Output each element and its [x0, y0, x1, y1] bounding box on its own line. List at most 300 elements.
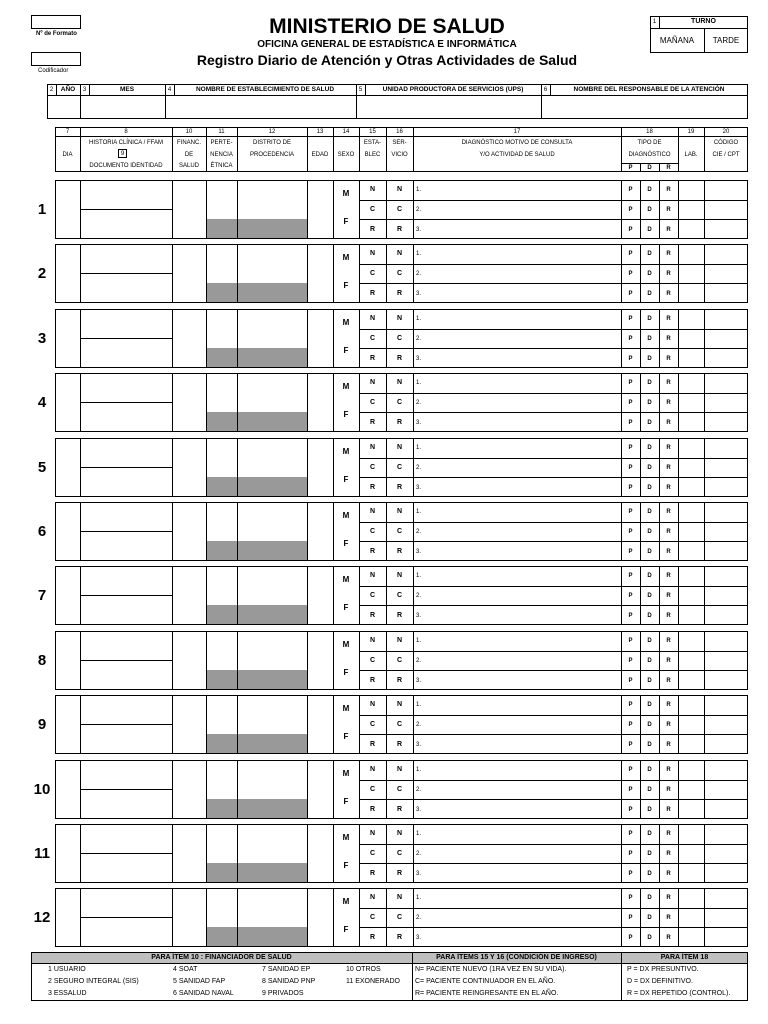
- servicio-cond[interactable]: C: [396, 399, 403, 406]
- column-divider: [704, 180, 705, 239]
- tipo-dx[interactable]: P: [628, 380, 633, 386]
- tipo-dx[interactable]: P: [628, 787, 633, 793]
- row-divider: [359, 715, 748, 716]
- col-18-p: P: [628, 165, 633, 171]
- tipo-dx[interactable]: P: [628, 356, 633, 362]
- col-19-label: LAB.: [684, 152, 698, 158]
- tipo-dx[interactable]: P: [628, 529, 633, 535]
- tipo-dx[interactable]: D: [647, 658, 652, 664]
- estab-cond[interactable]: R: [369, 226, 376, 233]
- sex-f[interactable]: F: [343, 732, 349, 741]
- tipo-dx[interactable]: P: [628, 613, 633, 619]
- tipo-dx[interactable]: D: [647, 420, 652, 426]
- column-divider: [172, 438, 173, 497]
- diagnostico-line[interactable]: 3.: [416, 549, 422, 555]
- tipo-dx[interactable]: R: [666, 336, 671, 342]
- estab-cond[interactable]: C: [369, 270, 376, 277]
- tipo-dx[interactable]: P: [628, 678, 633, 684]
- tipo-dx[interactable]: D: [647, 935, 652, 941]
- tipo-dx[interactable]: P: [628, 722, 633, 728]
- column-divider: [704, 309, 705, 368]
- tipo-dx[interactable]: R: [666, 638, 671, 644]
- servicio-cond[interactable]: R: [396, 870, 403, 877]
- diagnostico-line[interactable]: 2.: [416, 915, 422, 921]
- tipo-dx[interactable]: R: [666, 485, 671, 491]
- tipo-dx[interactable]: D: [647, 702, 652, 708]
- diagnostico-line[interactable]: 3.: [416, 935, 422, 941]
- sex-m[interactable]: M: [342, 769, 350, 778]
- column-divider: [172, 631, 173, 690]
- diagnostico-line[interactable]: 2.: [416, 722, 422, 728]
- tipo-dx[interactable]: D: [647, 787, 652, 793]
- column-divider: [704, 631, 705, 690]
- sex-f[interactable]: F: [343, 539, 349, 548]
- nro-formato-box[interactable]: [31, 15, 81, 29]
- tipo-dx[interactable]: D: [647, 831, 652, 837]
- tipo-dx[interactable]: P: [628, 400, 633, 406]
- servicio-cond[interactable]: R: [396, 612, 403, 619]
- col-11-l3: ÉTNICA: [210, 163, 233, 169]
- diagnostico-line[interactable]: 1.: [416, 251, 422, 257]
- diagnostico-line[interactable]: 1.: [416, 509, 422, 515]
- sex-m[interactable]: M: [342, 253, 350, 262]
- sex-f[interactable]: F: [343, 603, 349, 612]
- tipo-dx[interactable]: D: [647, 271, 652, 277]
- estab-cond[interactable]: N: [369, 766, 376, 773]
- servicio-cond[interactable]: R: [396, 806, 403, 813]
- row-divider: [359, 348, 748, 349]
- tipo-dx[interactable]: D: [647, 915, 652, 921]
- servicio-cond[interactable]: N: [396, 572, 403, 579]
- sex-m[interactable]: M: [342, 447, 350, 456]
- column-divider: [307, 438, 308, 497]
- tipo-dx[interactable]: D: [647, 316, 652, 322]
- column-divider: [333, 502, 334, 561]
- diagnostico-line[interactable]: 1.: [416, 702, 422, 708]
- tipo-dx[interactable]: R: [666, 915, 671, 921]
- tipo-dx[interactable]: D: [647, 895, 652, 901]
- servicio-cond[interactable]: R: [396, 290, 403, 297]
- tipo-dx[interactable]: P: [628, 767, 633, 773]
- estab-cond[interactable]: N: [369, 444, 376, 451]
- tipo-dx[interactable]: D: [647, 356, 652, 362]
- estab-cond[interactable]: N: [369, 637, 376, 644]
- tipo-dx[interactable]: R: [666, 227, 671, 233]
- sex-f[interactable]: F: [343, 861, 349, 870]
- tipo-dx[interactable]: P: [628, 702, 633, 708]
- servicio-cond[interactable]: R: [396, 355, 403, 362]
- estab-cond[interactable]: N: [369, 701, 376, 708]
- tipo-dx[interactable]: D: [647, 573, 652, 579]
- tipo-dx[interactable]: R: [666, 935, 671, 941]
- servicio-cond[interactable]: N: [396, 637, 403, 644]
- diagnostico-line[interactable]: 1.: [416, 831, 422, 837]
- diagnostico-line[interactable]: 3.: [416, 485, 422, 491]
- col-20-num: 20: [722, 129, 730, 135]
- tipo-dx[interactable]: P: [628, 895, 633, 901]
- diagnostico-line[interactable]: 2.: [416, 593, 422, 599]
- tipo-dx[interactable]: P: [628, 336, 633, 342]
- col-15-num: 15: [369, 129, 376, 135]
- col-15-l2: BLEC: [364, 152, 381, 158]
- info-ano-label: AÑO: [60, 86, 76, 93]
- estab-cond[interactable]: N: [369, 379, 376, 386]
- tipo-dx[interactable]: D: [647, 251, 652, 257]
- row-divider: [359, 927, 748, 928]
- estab-cond[interactable]: R: [369, 548, 376, 555]
- row-number: 4: [37, 393, 47, 411]
- shaded-cell: [207, 477, 237, 496]
- tipo-dx[interactable]: R: [666, 380, 671, 386]
- col-9-box-num: 9: [120, 151, 125, 157]
- servicio-cond[interactable]: R: [396, 419, 403, 426]
- servicio-cond[interactable]: N: [396, 766, 403, 773]
- tipo-dx[interactable]: D: [647, 529, 652, 535]
- sex-f[interactable]: F: [343, 217, 349, 226]
- sex-m[interactable]: M: [342, 318, 350, 327]
- tipo-dx[interactable]: R: [666, 573, 671, 579]
- legend-dx-item: P = DX PRESUNTIVO.: [627, 966, 699, 973]
- sex-f[interactable]: F: [343, 346, 349, 355]
- row-divider: [359, 799, 748, 800]
- column-divider: [678, 566, 679, 625]
- estab-cond[interactable]: R: [369, 612, 376, 619]
- servicio-cond[interactable]: C: [396, 850, 403, 857]
- servicio-cond[interactable]: C: [396, 464, 403, 471]
- estab-cond[interactable]: R: [369, 741, 376, 748]
- tipo-dx[interactable]: D: [647, 871, 652, 877]
- sex-f[interactable]: F: [343, 281, 349, 290]
- tipo-dx[interactable]: R: [666, 831, 671, 837]
- servicio-cond[interactable]: N: [396, 315, 403, 322]
- form-title: Registro Diario de Atención y Otras Actividades de Salud: [196, 52, 578, 68]
- diagnostico-line[interactable]: 2.: [416, 787, 422, 793]
- tipo-dx[interactable]: R: [666, 251, 671, 257]
- diagnostico-line[interactable]: 1.: [416, 316, 422, 322]
- tipo-dx[interactable]: P: [628, 465, 633, 471]
- tipo-dx[interactable]: P: [628, 509, 633, 515]
- tipo-dx[interactable]: R: [666, 593, 671, 599]
- diagnostico-line[interactable]: 2.: [416, 465, 422, 471]
- servicio-cond[interactable]: C: [396, 206, 403, 213]
- estab-cond[interactable]: C: [369, 335, 376, 342]
- tipo-dx[interactable]: R: [666, 316, 671, 322]
- servicio-cond[interactable]: C: [396, 592, 403, 599]
- tipo-dx[interactable]: P: [628, 251, 633, 257]
- column-divider: [413, 309, 414, 368]
- tipo-dx[interactable]: P: [628, 485, 633, 491]
- tipo-dx[interactable]: R: [666, 807, 671, 813]
- diagnostico-line[interactable]: 3.: [416, 678, 422, 684]
- servicio-cond[interactable]: C: [396, 721, 403, 728]
- estab-cond[interactable]: R: [369, 934, 376, 941]
- diagnostico-line[interactable]: 2.: [416, 400, 422, 406]
- servicio-cond[interactable]: N: [396, 186, 403, 193]
- tipo-dx[interactable]: P: [628, 851, 633, 857]
- tipo-dx[interactable]: P: [628, 227, 633, 233]
- sex-m[interactable]: M: [342, 640, 350, 649]
- sex-m[interactable]: M: [342, 704, 350, 713]
- servicio-cond[interactable]: R: [396, 484, 403, 491]
- row-divider: [359, 670, 748, 671]
- estab-cond[interactable]: R: [369, 870, 376, 877]
- tipo-dx[interactable]: D: [647, 509, 652, 515]
- diagnostico-line[interactable]: 1.: [416, 638, 422, 644]
- tipo-dx[interactable]: D: [647, 722, 652, 728]
- servicio-cond[interactable]: N: [396, 444, 403, 451]
- tipo-dx[interactable]: P: [628, 935, 633, 941]
- tipo-dx[interactable]: R: [666, 291, 671, 297]
- tipo-dx[interactable]: D: [647, 227, 652, 233]
- tipo-dx[interactable]: R: [666, 678, 671, 684]
- tipo-dx[interactable]: P: [628, 742, 633, 748]
- diagnostico-line[interactable]: 3.: [416, 871, 422, 877]
- diagnostico-line[interactable]: 1.: [416, 573, 422, 579]
- tipo-dx[interactable]: P: [628, 915, 633, 921]
- tipo-dx[interactable]: R: [666, 400, 671, 406]
- tipo-dx[interactable]: D: [647, 187, 652, 193]
- estab-cond[interactable]: C: [369, 206, 376, 213]
- sex-m[interactable]: M: [342, 382, 350, 391]
- servicio-cond[interactable]: R: [396, 548, 403, 555]
- sex-m[interactable]: M: [342, 511, 350, 520]
- tipo-dx[interactable]: D: [647, 807, 652, 813]
- column-divider: [413, 438, 414, 497]
- diagnostico-line[interactable]: 2.: [416, 271, 422, 277]
- tipo-dx[interactable]: R: [666, 549, 671, 555]
- servicio-cond[interactable]: C: [396, 528, 403, 535]
- estab-cond[interactable]: N: [369, 250, 376, 257]
- tipo-dx[interactable]: R: [666, 613, 671, 619]
- tipo-dx[interactable]: D: [647, 613, 652, 619]
- diagnostico-line[interactable]: 1.: [416, 895, 422, 901]
- estab-cond[interactable]: C: [369, 528, 376, 535]
- tipo-dx[interactable]: P: [628, 271, 633, 277]
- estab-cond[interactable]: C: [369, 464, 376, 471]
- column-divider: [333, 695, 334, 754]
- column-divider: [704, 502, 705, 561]
- col-15-l1: ESTA-: [363, 140, 382, 146]
- servicio-cond[interactable]: R: [396, 934, 403, 941]
- column-divider: [333, 888, 334, 947]
- column-divider: [678, 760, 679, 819]
- column-divider: [704, 438, 705, 497]
- sex-f[interactable]: F: [343, 797, 349, 806]
- legend-cond-item: R= PACIENTE REINGRESANTE EN EL AÑO.: [415, 990, 559, 997]
- col-12-num: 12: [268, 129, 276, 135]
- tipo-dx[interactable]: D: [647, 465, 652, 471]
- servicio-cond[interactable]: R: [396, 677, 403, 684]
- sex-m[interactable]: M: [342, 897, 350, 906]
- estab-cond[interactable]: N: [369, 508, 376, 515]
- tipo-dx[interactable]: R: [666, 722, 671, 728]
- tipo-dx[interactable]: D: [647, 485, 652, 491]
- estab-cond[interactable]: R: [369, 419, 376, 426]
- servicio-cond[interactable]: N: [396, 830, 403, 837]
- tipo-dx[interactable]: R: [666, 871, 671, 877]
- col-13-num: 13: [316, 129, 324, 135]
- tipo-dx[interactable]: D: [647, 291, 652, 297]
- servicio-cond[interactable]: N: [396, 379, 403, 386]
- diagnostico-line[interactable]: 2.: [416, 851, 422, 857]
- tipo-dx[interactable]: P: [628, 445, 633, 451]
- column-divider: [307, 502, 308, 561]
- servicio-cond[interactable]: N: [396, 508, 403, 515]
- sex-m[interactable]: M: [342, 189, 350, 198]
- tipo-dx[interactable]: D: [647, 380, 652, 386]
- estab-cond[interactable]: C: [369, 786, 376, 793]
- servicio-cond[interactable]: R: [396, 741, 403, 748]
- tipo-dx[interactable]: P: [628, 871, 633, 877]
- tipo-dx[interactable]: D: [647, 336, 652, 342]
- servicio-cond[interactable]: C: [396, 786, 403, 793]
- servicio-cond[interactable]: N: [396, 894, 403, 901]
- tipo-dx[interactable]: P: [628, 187, 633, 193]
- tipo-dx[interactable]: P: [628, 207, 633, 213]
- estab-cond[interactable]: N: [369, 894, 376, 901]
- legend-fin-item: 8 SANIDAD PNP: [262, 978, 316, 985]
- col-10-l1: FINANC.: [177, 140, 201, 146]
- servicio-cond[interactable]: C: [396, 335, 403, 342]
- estab-cond[interactable]: C: [369, 657, 376, 664]
- diagnostico-line[interactable]: 2.: [416, 207, 422, 213]
- tipo-dx[interactable]: P: [628, 831, 633, 837]
- tipo-dx[interactable]: R: [666, 767, 671, 773]
- tipo-dx[interactable]: P: [628, 316, 633, 322]
- tipo-dx[interactable]: P: [628, 420, 633, 426]
- col-18-r: R: [666, 165, 671, 171]
- tipo-dx[interactable]: P: [628, 291, 633, 297]
- tipo-dx[interactable]: R: [666, 742, 671, 748]
- tipo-dx[interactable]: D: [647, 207, 652, 213]
- tipo-dx[interactable]: D: [647, 742, 652, 748]
- legend-fin-item: 3 ESSALUD: [48, 990, 87, 997]
- diagnostico-line[interactable]: 3.: [416, 807, 422, 813]
- sex-f[interactable]: F: [343, 925, 349, 934]
- tipo-dx[interactable]: P: [628, 549, 633, 555]
- diagnostico-line[interactable]: 3.: [416, 356, 422, 362]
- tipo-dx[interactable]: R: [666, 509, 671, 515]
- tipo-dx[interactable]: D: [647, 549, 652, 555]
- estab-cond[interactable]: N: [369, 830, 376, 837]
- tipo-dx[interactable]: D: [647, 767, 652, 773]
- tipo-dx[interactable]: R: [666, 271, 671, 277]
- estab-cond[interactable]: R: [369, 290, 376, 297]
- servicio-cond[interactable]: R: [396, 226, 403, 233]
- diagnostico-line[interactable]: 2.: [416, 336, 422, 342]
- tipo-dx[interactable]: P: [628, 593, 633, 599]
- tipo-dx[interactable]: D: [647, 678, 652, 684]
- estab-cond[interactable]: C: [369, 399, 376, 406]
- shaded-cell: [238, 863, 307, 882]
- servicio-cond[interactable]: C: [396, 270, 403, 277]
- tipo-dx[interactable]: D: [647, 400, 652, 406]
- shaded-cell: [238, 283, 307, 302]
- tipo-dx[interactable]: P: [628, 658, 633, 664]
- tipo-dx[interactable]: P: [628, 807, 633, 813]
- column-divider: [413, 566, 414, 625]
- legend-fin-title: PARA ÍTEM 10 : FINANCIADOR DE SALUD: [151, 954, 292, 961]
- tipo-dx[interactable]: D: [647, 445, 652, 451]
- diagnostico-line[interactable]: 2.: [416, 529, 422, 535]
- tipo-dx[interactable]: R: [666, 702, 671, 708]
- estab-cond[interactable]: C: [369, 721, 376, 728]
- tipo-dx[interactable]: R: [666, 787, 671, 793]
- codificador-box[interactable]: [31, 52, 81, 66]
- estab-cond[interactable]: N: [369, 315, 376, 322]
- tipo-dx[interactable]: R: [666, 207, 671, 213]
- diagnostico-line[interactable]: 3.: [416, 420, 422, 426]
- estab-cond[interactable]: N: [369, 186, 376, 193]
- tipo-dx[interactable]: R: [666, 529, 671, 535]
- sex-f[interactable]: F: [343, 475, 349, 484]
- estab-cond[interactable]: C: [369, 592, 376, 599]
- estab-cond[interactable]: C: [369, 850, 376, 857]
- tipo-dx[interactable]: R: [666, 420, 671, 426]
- tipo-dx[interactable]: D: [647, 593, 652, 599]
- diagnostico-line[interactable]: 3.: [416, 742, 422, 748]
- diagnostico-line[interactable]: 1.: [416, 767, 422, 773]
- row-divider: [359, 200, 748, 201]
- shaded-cell: [207, 412, 237, 431]
- sex-m[interactable]: M: [342, 833, 350, 842]
- sex-f[interactable]: F: [343, 410, 349, 419]
- col-20-l2: CIE / CPT: [712, 152, 740, 158]
- tipo-dx[interactable]: R: [666, 851, 671, 857]
- tipo-dx[interactable]: R: [666, 465, 671, 471]
- tipo-dx[interactable]: R: [666, 187, 671, 193]
- column-divider: [678, 502, 679, 561]
- tipo-dx[interactable]: R: [666, 445, 671, 451]
- column-divider: [704, 760, 705, 819]
- estab-cond[interactable]: R: [369, 355, 376, 362]
- diagnostico-line[interactable]: 1.: [416, 187, 422, 193]
- sex-m[interactable]: M: [342, 575, 350, 584]
- turno-tarde[interactable]: TARDE: [712, 36, 740, 45]
- servicio-cond[interactable]: N: [396, 701, 403, 708]
- tipo-dx[interactable]: D: [647, 851, 652, 857]
- tipo-dx[interactable]: D: [647, 638, 652, 644]
- column-divider: [333, 438, 334, 497]
- estab-cond[interactable]: C: [369, 914, 376, 921]
- tipo-dx[interactable]: R: [666, 658, 671, 664]
- servicio-cond[interactable]: C: [396, 914, 403, 921]
- tipo-dx[interactable]: R: [666, 356, 671, 362]
- sex-f[interactable]: F: [343, 668, 349, 677]
- legend-cond-title: PARA ÍTEMS 15 Y 16 (CONDICIÓN DE INGRESO): [436, 954, 597, 961]
- diagnostico-line[interactable]: 3.: [416, 227, 422, 233]
- column-divider: [333, 760, 334, 819]
- turno-manana[interactable]: MAÑANA: [659, 36, 695, 45]
- diagnostico-line[interactable]: 1.: [416, 445, 422, 451]
- legend-fin-item: 2 SEGURO INTEGRAL (SIS): [48, 978, 139, 985]
- diagnostico-line[interactable]: 1.: [416, 380, 422, 386]
- diagnostico-line[interactable]: 2.: [416, 658, 422, 664]
- legend-fin-item: 10 OTROS: [346, 966, 381, 973]
- diagnostico-line[interactable]: 3.: [416, 613, 422, 619]
- estab-cond[interactable]: N: [369, 572, 376, 579]
- estab-cond[interactable]: R: [369, 677, 376, 684]
- estab-cond[interactable]: R: [369, 484, 376, 491]
- estab-cond[interactable]: R: [369, 806, 376, 813]
- tipo-dx[interactable]: P: [628, 638, 633, 644]
- servicio-cond[interactable]: N: [396, 250, 403, 257]
- servicio-cond[interactable]: C: [396, 657, 403, 664]
- tipo-dx[interactable]: R: [666, 895, 671, 901]
- tipo-dx[interactable]: P: [628, 573, 633, 579]
- column-divider: [678, 438, 679, 497]
- diagnostico-line[interactable]: 3.: [416, 291, 422, 297]
